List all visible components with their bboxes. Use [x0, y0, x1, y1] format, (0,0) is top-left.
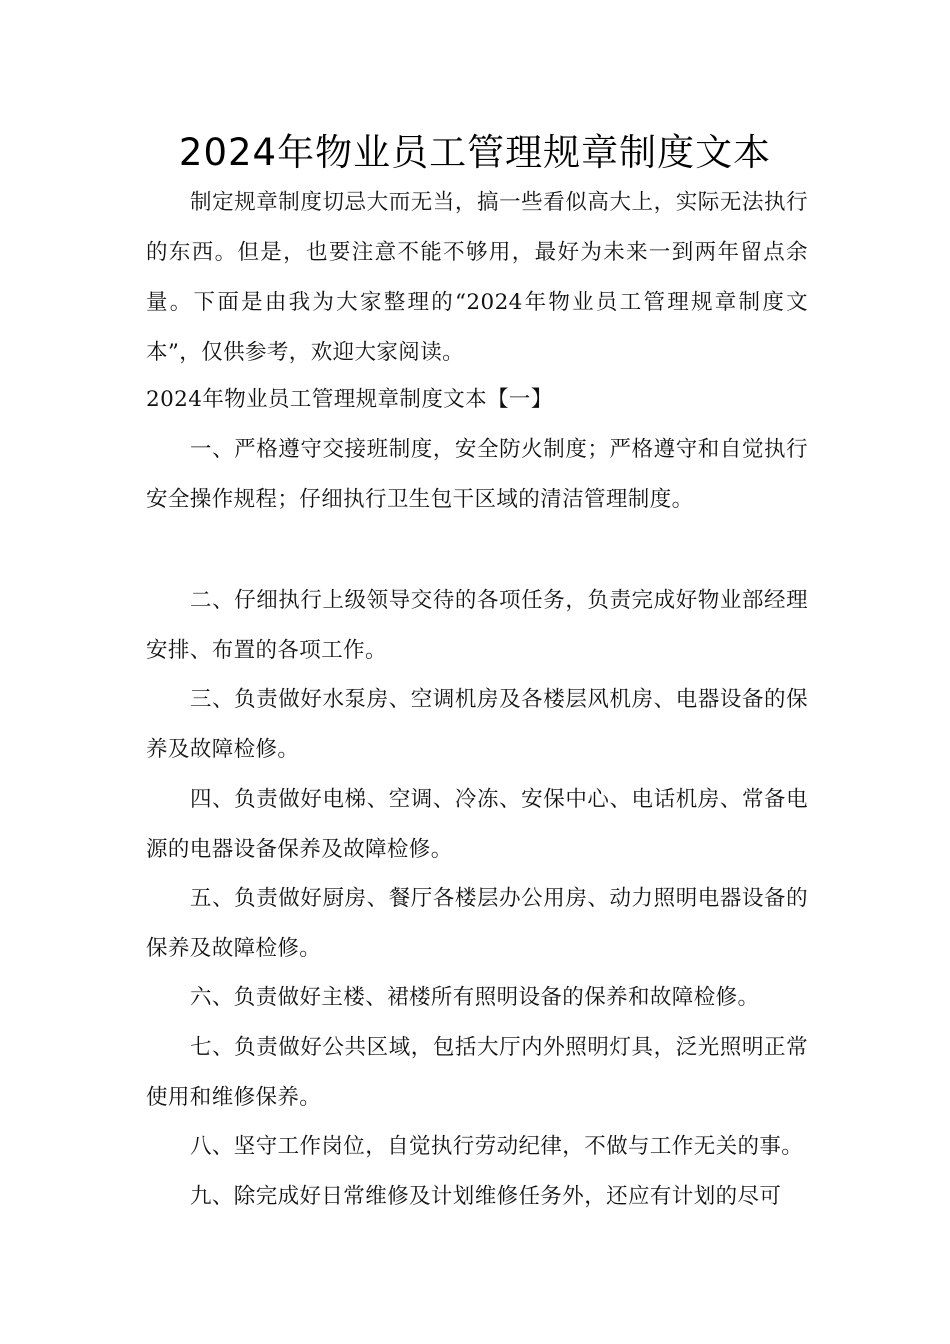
rule-item-8: 八、坚守工作岗位，自觉执行劳动纪律，不做与工作无关的事。: [190, 1134, 804, 1159]
rule-item-1: 一、严格遵守交接班制度，安全防火制度；严格遵守和自觉执行安全操作规程；仔细执行卫生包干区域的清洁管理制度。: [146, 437, 808, 512]
intro-paragraph: 制定规章制度切忌大而无当，搞一些看似高大上，实际无法执行的东西。但是，也要注意不能不够用，最好为未来一到两年留点余量。下面是由我为大家整理的“2024年物业员工管理规章制度文本”，仅供参考，欢迎大家阅读。: [146, 190, 808, 365]
rule-item-3: 三、负责做好水泵房、空调机房及各楼层风机房、电器设备的保养及故障检修。: [146, 687, 808, 762]
document-title: 2024年物业员工管理规章制度文本: [178, 131, 772, 174]
rule-item-5: 五、负责做好厨房、餐厅各楼层办公用房、动力照明电器设备的保养及故障检修。: [146, 886, 808, 961]
rule-item-7: 七、负责做好公共区域，包括大厅内外照明灯具，泛光照明正常使用和维修保养。: [146, 1035, 808, 1110]
rule-item-4: 四、负责做好电梯、空调、冷冻、安保中心、电话机房、常备电源的电器设备保养及故障检修。: [146, 787, 808, 862]
rule-item-6: 六、负责做好主楼、裙楼所有照明设备的保养和故障检修。: [190, 985, 760, 1010]
rule-item-9: 九、除完成好日常维修及计划维修任务外，还应有计划的尽可: [190, 1184, 782, 1209]
rule-item-2: 二、仔细执行上级领导交待的各项任务，负责完成好物业部经理安排、布置的各项工作。: [146, 588, 808, 663]
section-heading: 2024年物业员工管理规章制度文本【一】: [146, 387, 553, 412]
